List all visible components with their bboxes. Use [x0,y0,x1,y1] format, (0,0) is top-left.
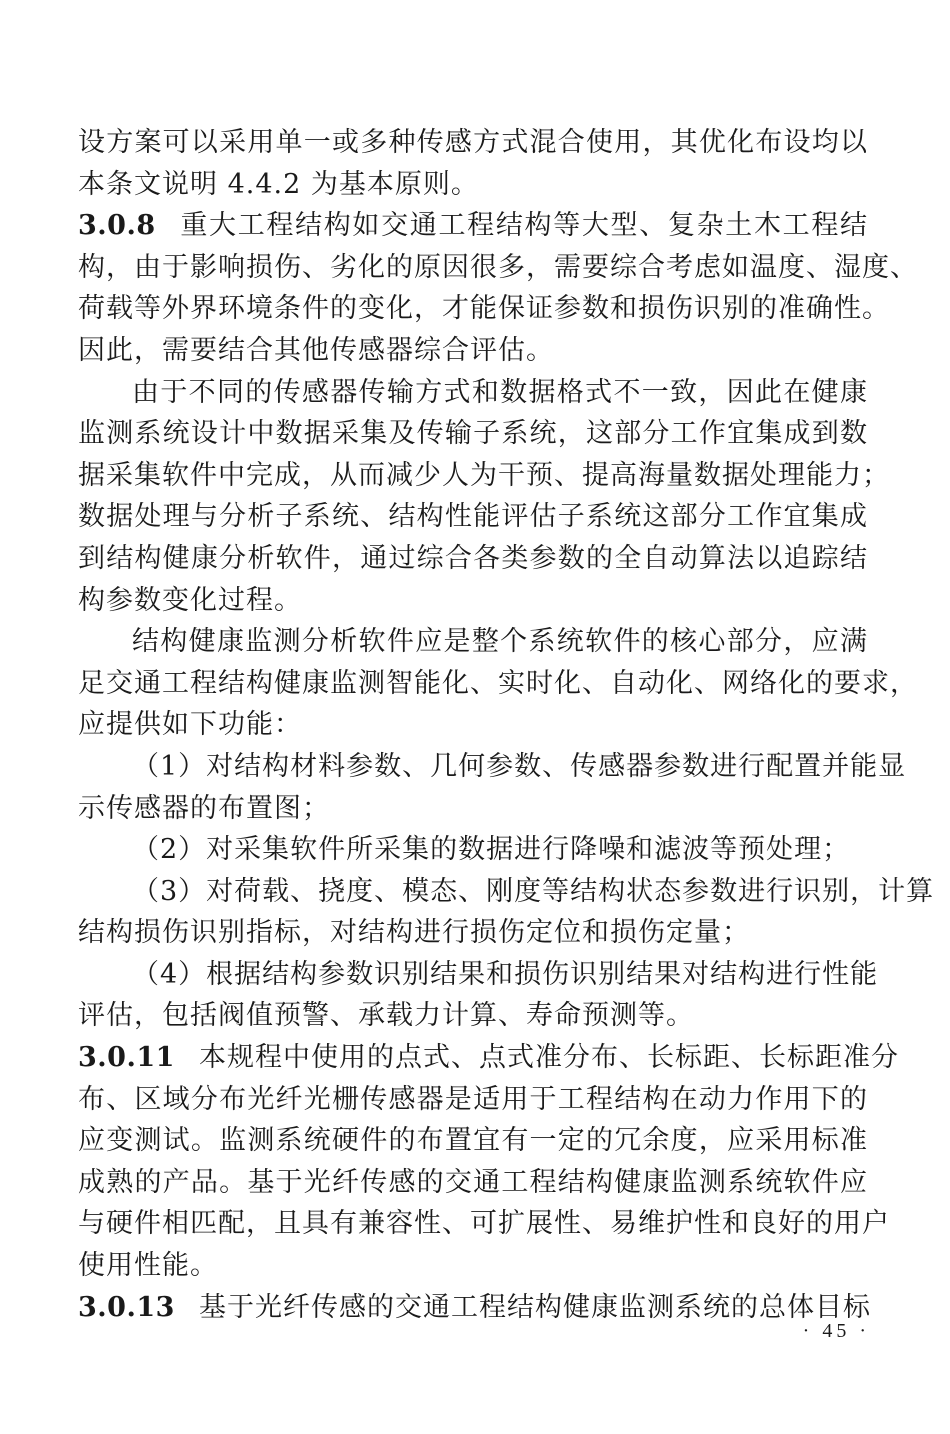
page-number: · 45 · [802,1320,870,1342]
body-text [78,122,935,1328]
text-line: 据采集软件中完成，从而减少人为干预、提高海量数据处理能力； [78,459,890,491]
text-line: 布、区域分布光纤光栅传感器是适用于工程结构在动力作用下的 [78,1083,868,1115]
text-line: 成熟的产品。基于光纤传感的交通工程结构健康监测系统软件应 [78,1166,868,1198]
text-line: 与硬件相匹配，且具有兼容性、可扩展性、易维护性和良好的用户 [78,1208,890,1240]
clause-number: 3.0.11 [78,1042,175,1074]
list-item-1: （1）对结构材料参数、几何参数、传感器参数进行配置并能显 [132,750,907,782]
paragraph-first-line: 结构健康监测分析软件应是整个系统软件的核心部分，应满 [132,626,868,658]
text-line: 荷载等外界环境条件的变化，才能保证参数和损伤识别的准确性。 [78,293,890,325]
clause-number: 3.0.13 [78,1291,175,1323]
text-line: 示传感器的布置图； [78,792,330,824]
list-item-2: （2）对采集软件所采集的数据进行降噪和滤波等预处理； [132,834,851,866]
text-line: 本条文说明 4.4.2 为基本原则。 [78,168,479,200]
clause-heading-line: 3.0.11 本规程中使用的点式、点式准分布、长标距、长标距准分 [78,1042,899,1074]
text-line: 应变测试。监测系统硬件的布置宜有一定的冗余度，应采用标准 [78,1125,868,1157]
text-line: 到结构健康分析软件，通过综合各类参数的全自动算法以追踪结 [78,542,868,574]
text-line: 评估，包括阀值预警、承载力计算、寿命预测等。 [78,1000,694,1032]
text-line: 应提供如下功能： [78,709,302,741]
text-line: 设方案可以采用单一或多种传感方式混合使用，其优化布设均以 [78,127,868,158]
text-line: 数据处理与分析子系统、结构性能评估子系统这部分工作宜集成 [78,501,868,533]
list-item-3: （3）对荷载、挠度、模态、刚度等结构状态参数进行识别，计算 [132,875,935,907]
text-line: 监测系统设计中数据采集及传输子系统，这部分工作宜集成到数 [78,418,868,450]
clause-number: 3.0.8 [78,210,156,242]
text-line: 构参数变化过程。 [78,584,302,616]
paragraph-first-line: 由于不同的传感器传输方式和数据格式不一致，因此在健康 [132,376,868,408]
list-item-4: （4）根据结构参数识别结果和损伤识别结果对结构进行性能 [132,958,879,990]
text-line: 使用性能。 [78,1250,218,1282]
text-line: 足交通工程结构健康监测智能化、实时化、自动化、网络化的要求， [78,667,918,699]
text-line: 结构损伤识别指标，对结构进行损伤定位和损伤定量； [78,917,750,949]
text-line: 因此，需要结合其他传感器综合评估。 [78,334,554,366]
text-line: 构，由于影响损伤、劣化的原因很多，需要综合考虑如温度、湿度、 [78,251,918,283]
clause-heading-line: 3.0.13 基于光纤传感的交通工程结构健康监测系统的总体目标 [78,1291,871,1323]
clause-heading-line: 3.0.8 重大工程结构如交通工程结构等大型、复杂土木工程结 [78,210,868,242]
